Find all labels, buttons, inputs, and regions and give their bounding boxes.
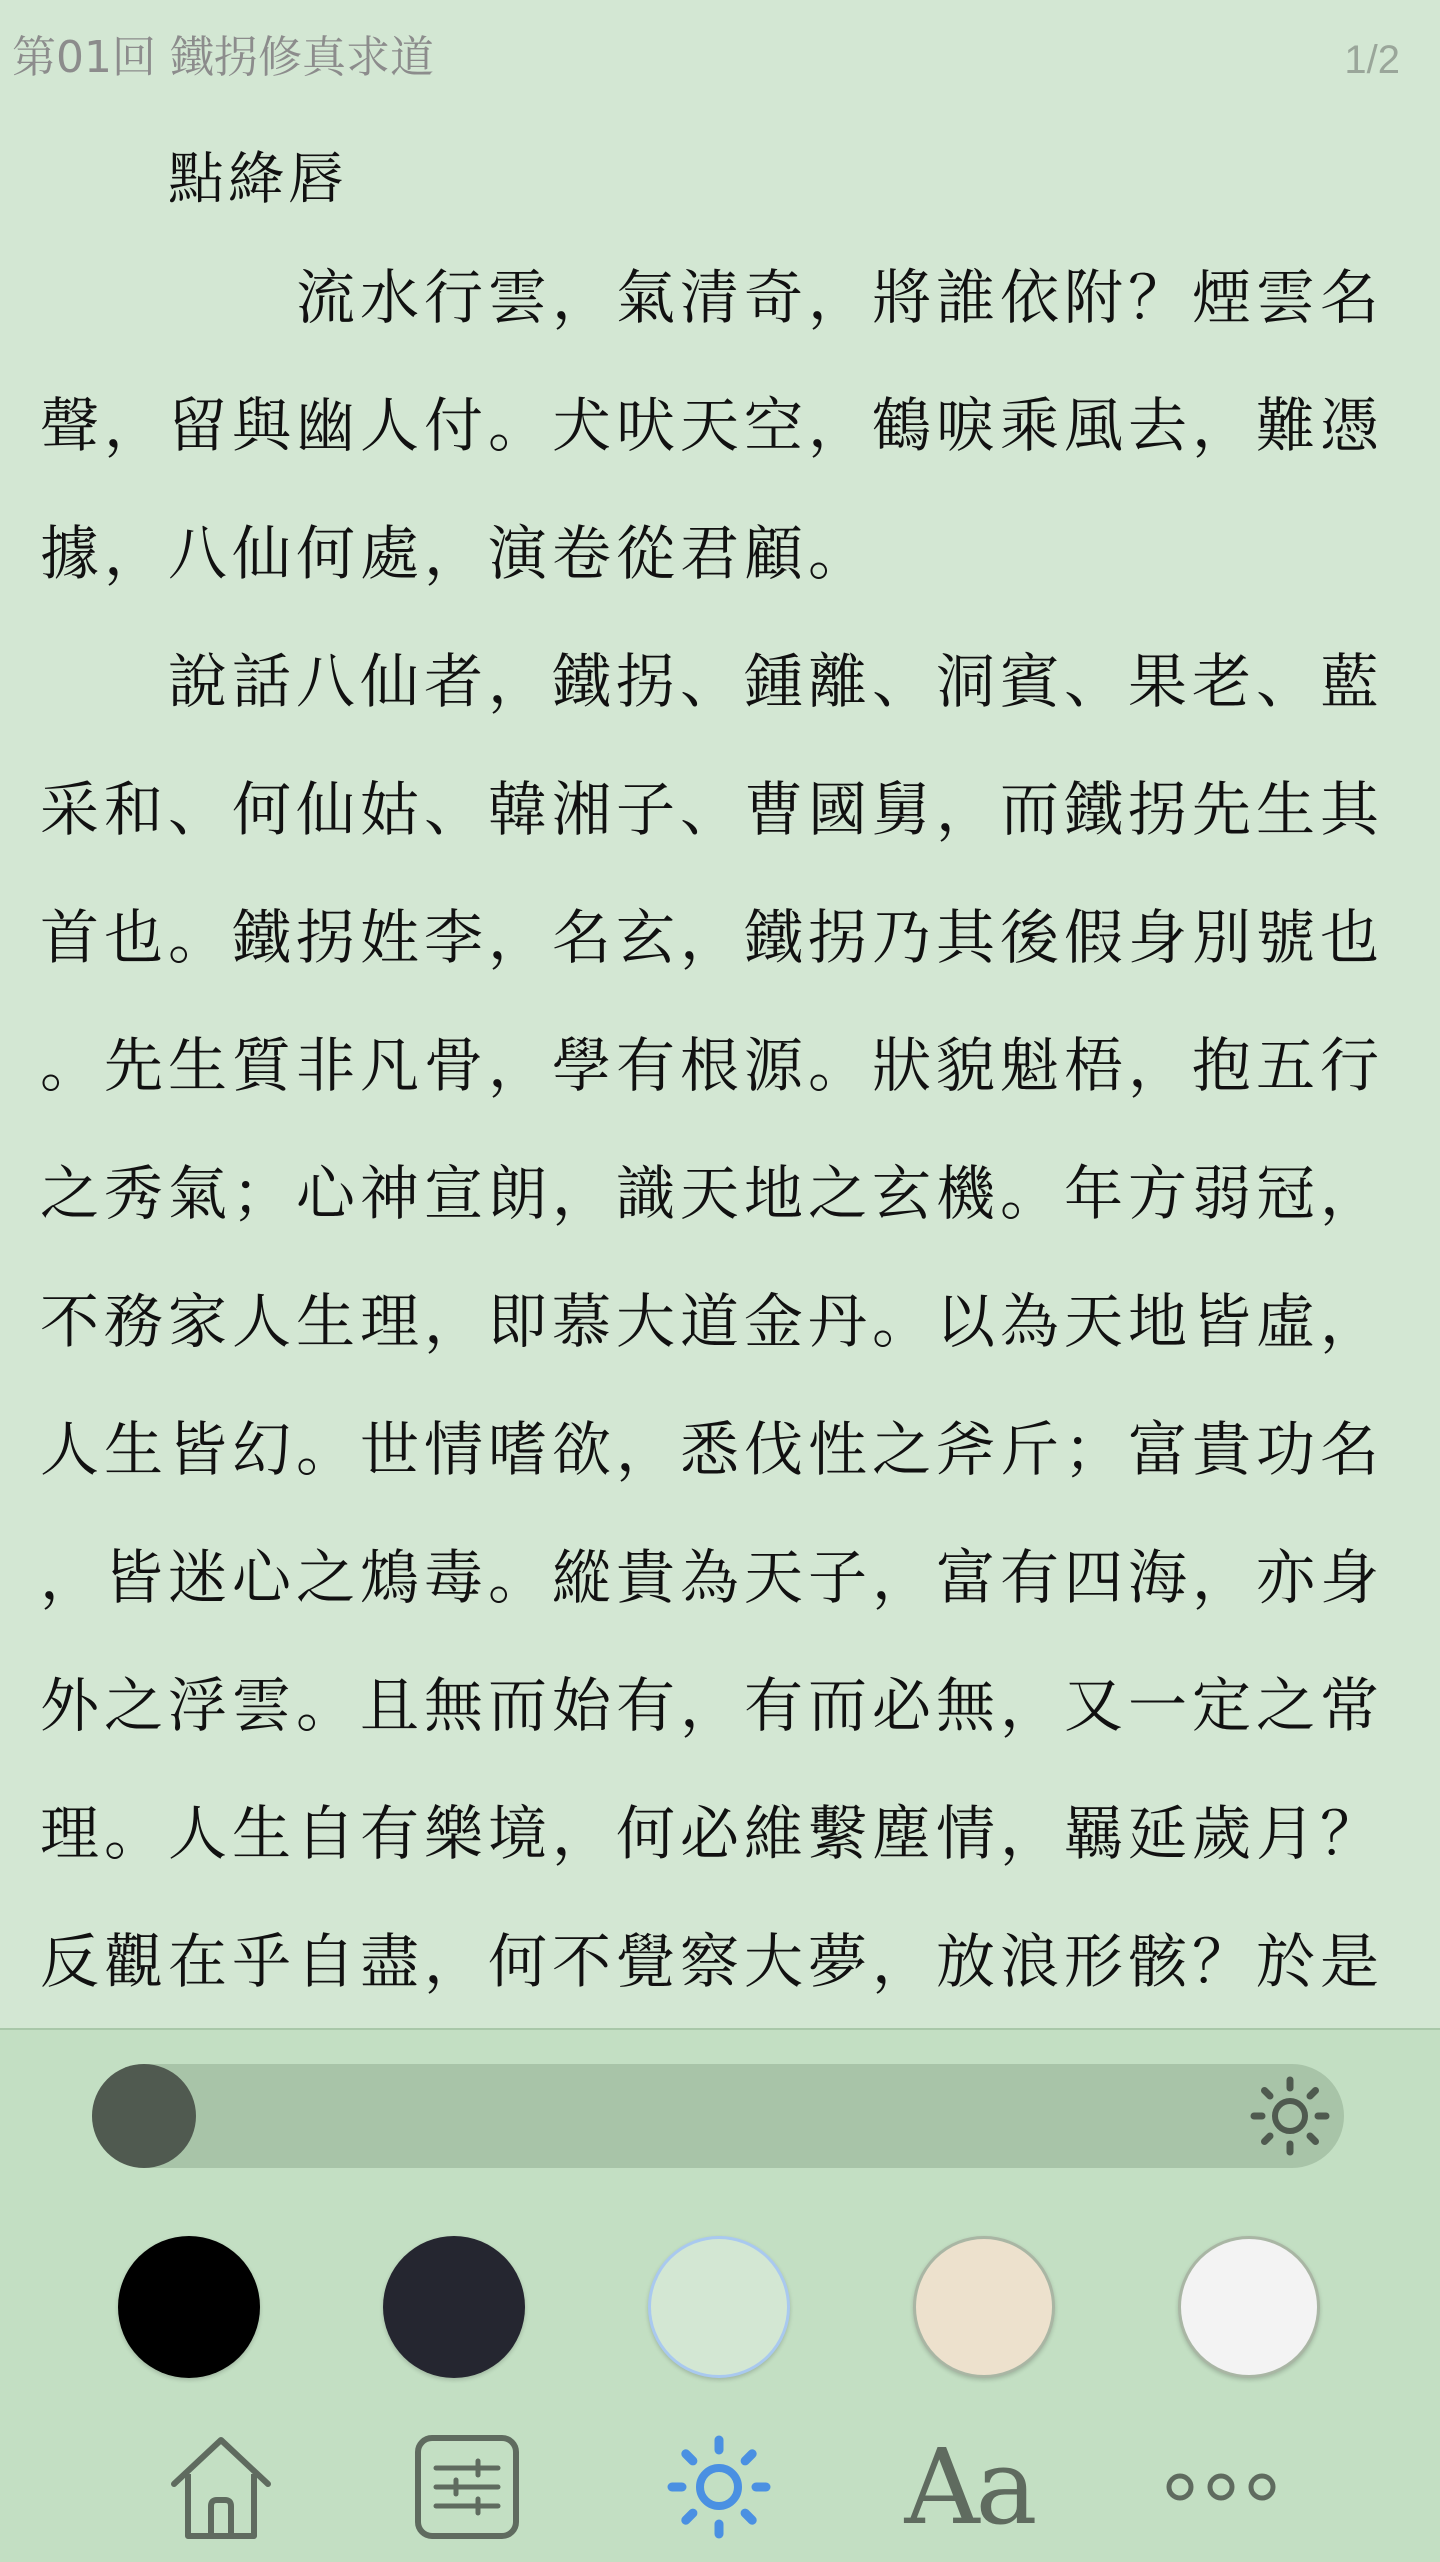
text-line: ，皆迷心之鴆毒。縱貴為天子，富有四海，亦身	[40, 1543, 1385, 1612]
theme-swatch-white[interactable]	[1178, 2236, 1320, 2378]
text-line: 人生皆幻。世情嗜欲，悉伐性之斧斤；富貴功名	[40, 1415, 1385, 1484]
more-options-button[interactable]	[1156, 2422, 1286, 2552]
brightness-slider[interactable]	[92, 2064, 1344, 2168]
text-line: 之秀氣；心神宣朗，識天地之玄機。年方弱冠，	[40, 1159, 1385, 1228]
theme-swatch-navy[interactable]	[383, 2236, 525, 2378]
chapter-title: 第01回 鐵拐修真求道	[12, 32, 434, 83]
brightness-button[interactable]	[654, 2422, 784, 2552]
brightness-slider-thumb[interactable]	[92, 2064, 196, 2168]
text-line: 首也。鐵拐姓李，名玄，鐵拐乃其後假身別號也	[40, 903, 1385, 972]
theme-swatch-black[interactable]	[118, 2236, 260, 2378]
text-line: 聲，留與幽人付。犬吠天空，鶴唳乘風去，難憑	[40, 391, 1385, 460]
text-line: 不務家人生理，即慕大道金丹。以為天地皆虛，	[40, 1287, 1385, 1356]
reading-settings-panel	[0, 2028, 1440, 2562]
table-of-contents-button[interactable]	[402, 2422, 532, 2552]
text-line: 理。人生自有樂境，何必維繫塵情，羈延歲月？	[40, 1799, 1385, 1868]
reader-header	[0, 0, 1440, 118]
text-line: 反觀在乎自盡，何不覺察大夢，放浪形骸？於是	[40, 1927, 1385, 1996]
more-icon	[1161, 2462, 1281, 2512]
font-settings-button[interactable]	[904, 2422, 1034, 2552]
toc-icon	[412, 2432, 522, 2542]
poem-title: 點絳唇	[168, 147, 348, 212]
reading-area[interactable]	[40, 140, 1400, 2028]
text-line: 采和、何仙姑、韓湘子、曹國舅，而鐵拐先生其	[40, 775, 1385, 844]
sun-icon	[1250, 2076, 1330, 2156]
text-line: 流水行雲，氣清奇，將誰依附？煙雲名	[296, 263, 1385, 332]
brightness-icon	[664, 2432, 774, 2542]
theme-picker	[0, 2236, 1440, 2386]
text-line: 外之浮雲。且無而始有，有而必無，又一定之常	[40, 1671, 1385, 1740]
text-line: 說話八仙者，鐵拐、鍾離、洞賓、果老、藍	[168, 647, 1385, 716]
text-line: 據，八仙何處，演卷從君顧。	[40, 519, 873, 588]
home-icon	[166, 2432, 276, 2542]
home-button[interactable]	[156, 2422, 286, 2552]
page-counter: 1/2	[1344, 38, 1400, 82]
text-line: 。先生質非凡骨，學有根源。狀貌魁梧，抱五行	[40, 1031, 1385, 1100]
font-size-icon: Aa	[904, 2426, 1034, 2548]
bottom-toolbar	[0, 2422, 1440, 2552]
theme-swatch-beige[interactable]	[913, 2236, 1055, 2378]
theme-swatch-green[interactable]	[648, 2236, 790, 2378]
